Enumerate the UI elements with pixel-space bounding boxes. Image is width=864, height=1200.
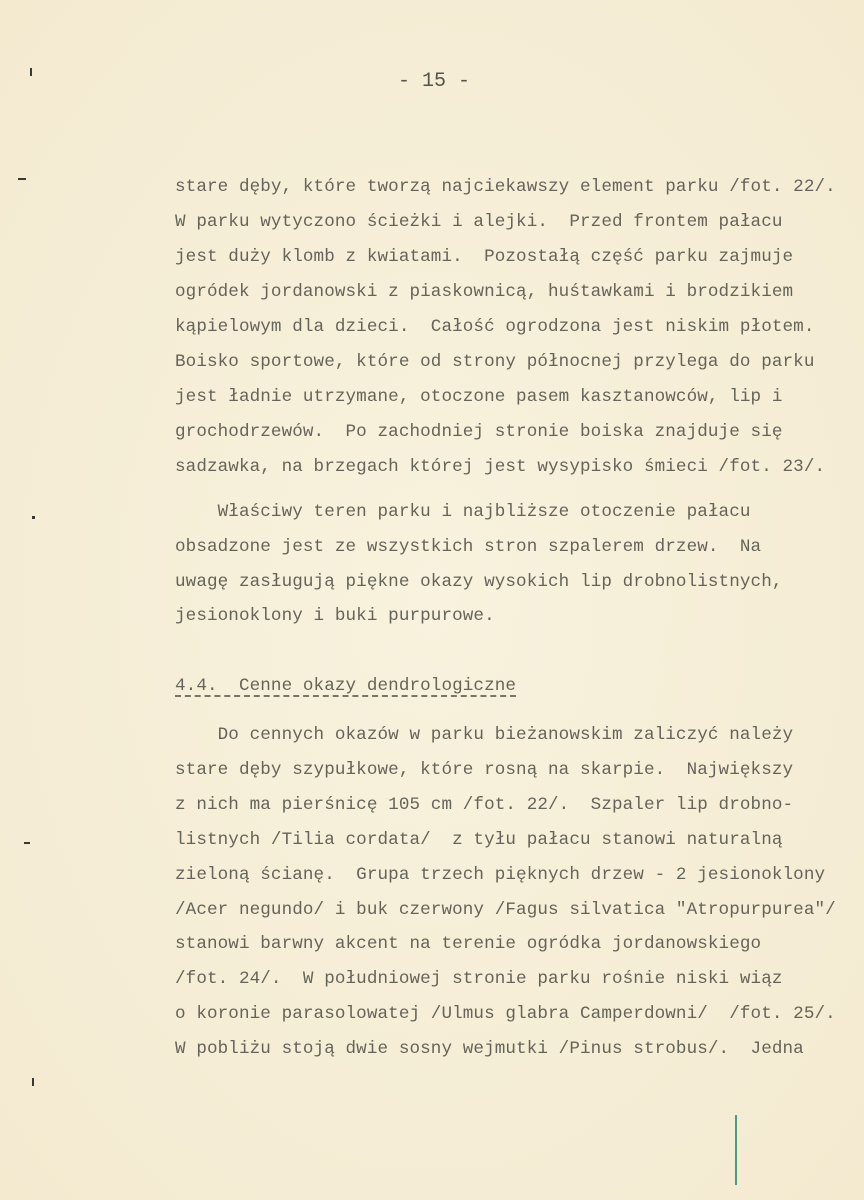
text-line: o koronie parasolowatej /Ulmus glabra Camperdowni/ /fot. 25/. [175,1004,836,1024]
binding-hole-mark [32,1078,34,1086]
text-line: jest duży klomb z kwiatami. Pozostałą część parku zajmuje [175,247,794,267]
binding-hole-mark [32,516,35,519]
text-line: jest ładnie utrzymane, otoczone pasem kasztanowców, lip i [175,387,783,407]
text-line: kąpielowym dla dzieci. Całość ogrodzona jest niskim płotem. [175,317,815,337]
text-line: ogródek jordanowski z piaskownicą, huśtawkami i brodzikiem [175,282,794,302]
binding-hole-mark [24,842,30,844]
text-line: sadzawka, na brzegach której jest wysypisko śmieci /fot. 23/. [175,457,826,477]
text-line: /fot. 24/. W południowej stronie parku rośnie niski wiąz [175,969,783,989]
text-line: stare dęby szypułkowe, które rosną na skarpie. Największy [175,760,794,780]
text-line: Boisko sportowe, które od strony północnej przylega do parku [175,352,815,372]
binding-hole-mark [30,68,32,76]
text-line: Do cennych okazów w parku bieżanowskim zaliczyć należy [175,725,794,745]
text-line: W parku wytyczono ścieżki i alejki. Przed frontem pałacu [175,212,783,232]
text-line: /Acer negundo/ i buk czerwony /Fagus silvatica "Atropurpurea"/ [175,900,836,920]
text-line: Właściwy teren parku i najbliższe otoczenie pałacu [175,502,751,522]
text-line: uwagę zasługują piękne okazy wysokich lip drobnolistnych, [175,572,783,592]
text-line: z nich ma pierśnicę 105 cm /fot. 22/. Szpaler lip drobno- [175,795,794,815]
text-line: zieloną ścianę. Grupa trzech pięknych drzew - 2 jesionoklony [175,865,826,885]
binding-hole-mark [18,178,26,180]
text-line: stanowi barwny akcent na terenie ogródka jordanowskiego [175,934,762,954]
page-number: - 15 - [398,70,471,93]
text-line: obsadzone jest ze wszystkich stron szpalerem drzew. Na [175,537,762,557]
text-line: listnych /Tilia cordata/ z tyłu pałacu stanowi naturalną [175,830,783,850]
ink-mark [735,1115,737,1185]
text-line: stare dęby, które tworzą najciekawszy element parku /fot. 22/. [175,177,836,197]
text-line: W pobliżu stoją dwie sosny wejmutki /Pinus strobus/. Jedna [175,1039,804,1059]
text-line: grochodrzewów. Po zachodniej stronie boiska znajduje się [175,422,783,442]
section-heading: 4.4. Cenne okazy dendrologiczne [175,676,517,696]
text-line: jesionoklony i buki purpurowe. [175,606,495,626]
